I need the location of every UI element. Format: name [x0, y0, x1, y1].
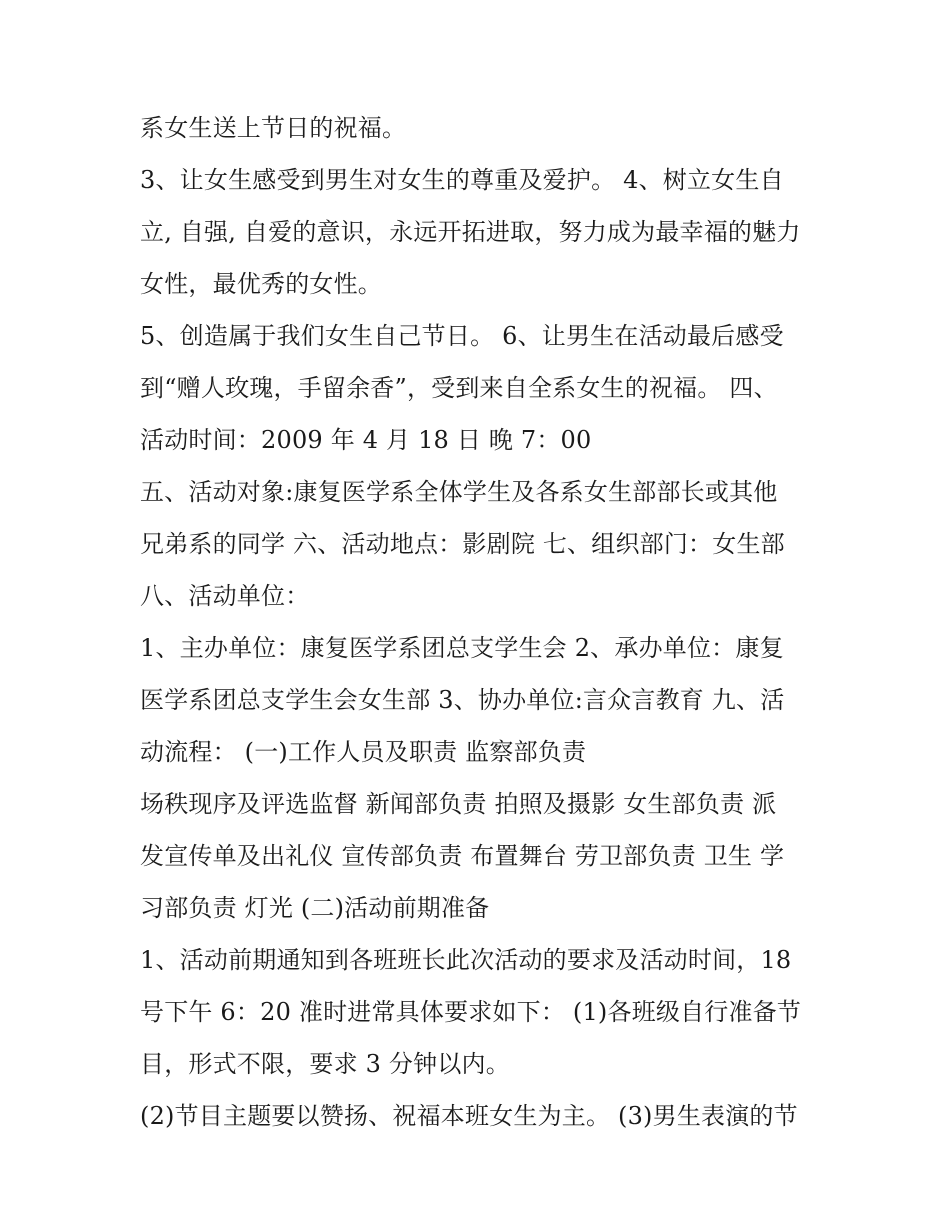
text-line: 3、让女生感受到男生对女生的尊重及爱护。 4、树立女生自 [140, 166, 784, 194]
text-line: 医学系团总支学生会女生部 3、协办单位:言众言教育 九、活 [140, 686, 785, 714]
text-line: 1、活动前期通知到各班班长此次活动的要求及活动时间，18 [140, 946, 792, 974]
text-line: 五、活动对象:康复医学系全体学生及各系女生部部长或其他 [140, 478, 778, 506]
text-line: 场秩现序及评选监督 新闻部负责 拍照及摄影 女生部负责 派 [140, 790, 777, 818]
text-line: (2)节目主题要以赞扬、祝福本班女生为主。 (3)男生表演的节 [140, 1102, 798, 1130]
text-line: 到“赠人玫瑰，手留余香”，受到来自全系女生的祝福。 四、 [140, 374, 778, 402]
text-line: 5、创造属于我们女生自己节日。 6、让男生在活动最后感受 [140, 322, 784, 350]
text-line: 兄弟系的同学 六、活动地点：影剧院 七、组织部门：女生部 [140, 530, 785, 558]
text-line: 动流程： (一)工作人员及职责 监察部负责 [140, 738, 587, 766]
text-line: 八、活动单位： [140, 582, 310, 610]
text-line: 1、主办单位：康复医学系团总支学生会 2、承办单位：康复 [140, 634, 784, 662]
text-line: 立, 自强, 自爱的意识，永远开拓进取，努力成为最幸福的魅力 [140, 218, 801, 246]
text-line: 女性，最优秀的女性。 [140, 270, 382, 298]
text-line: 系女生送上节日的祝福。 [140, 114, 407, 142]
text-line: 活动时间：2009 年 4 月 18 日 晚 7：00 [140, 426, 592, 454]
text-line: 发宣传单及出礼仪 宣传部负责 布置舞台 劳卫部负责 卫生 学 [140, 842, 785, 870]
text-line: 目，形式不限，要求 3 分钟以内。 [140, 1050, 510, 1078]
text-line: 号下午 6：20 准时进常具体要求如下： (1)各班级自行准备节 [140, 998, 802, 1026]
text-line: 习部负责 灯光 (二)活动前期准备 [140, 894, 490, 922]
